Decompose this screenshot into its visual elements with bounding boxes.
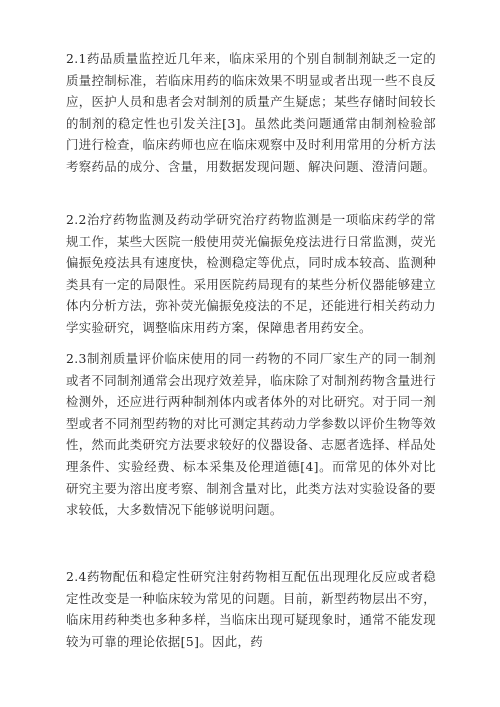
paragraph-2-1: 2.1药品质量监控近几年来，临床采用的个别自制制剂缺乏一定的质量控制标准，若临床用药的临床效果不明显或者出现一些不良反应，医护人员和患者会对制剂的质量产生疑虑；某些存储时间较长的制剂的稳定性也引发关注[3]。虽然此类问题通常由制剂检验部门进行检查，临床药师也应在临床观察中及时利用常用的分析方法考察药品的成分、含量，用数据发现问题、解决问题、澄清问题。 — [66, 51, 436, 174]
paragraph-2-2: 2.2治疗药物监测及药动学研究治疗药物监测是一项临床药学的常规工作，某些大医院一般使用荧光偏振免疫法进行日常监测，荧光偏振免疫法具有速度快，检测稳定等优点，同时成本较高、监测种类具有一定的局限性。采用医院药局现有的某些分析仪器能够建立体内分析方法，弥补荧光偏振免疫法的不足，还能进行相关药动力学实验研究，调整临床用药方案，保障患者用药安全。 — [66, 212, 436, 335]
paragraph-2-3: 2.3制剂质量评价临床使用的同一药物的不同厂家生产的同一制剂或者不同制剂通常会出现疗效差异，临床除了对制剂药物含量进行检测外，还应进行两种制剂体内或者体外的对比研究。对于同一剂型或者不同剂型药物的对比可测定其药动力学参数以评价生物等效性，然而此类研究方法要求较好的仪器设备、志愿者选择、样品处理条件、实验经费、标本采集及伦理道德[4]。而常见的体外对比研究主要为溶出度考察、制剂含量对比，此类方法对实验设备的要求较低，大多数情况下能够说明问题。 — [66, 351, 436, 518]
paragraph-2-4: 2.4药物配伍和稳定性研究注射药物相互配伍出现理化反应或者稳定性改变是一种临床较为常见的问题。目前，新型药物层出不穷，临床用药种类也多种多样，当临床出现可疑现象时，通常不能发现较为可靠的理论依据[5]。因此，药 — [66, 569, 436, 649]
